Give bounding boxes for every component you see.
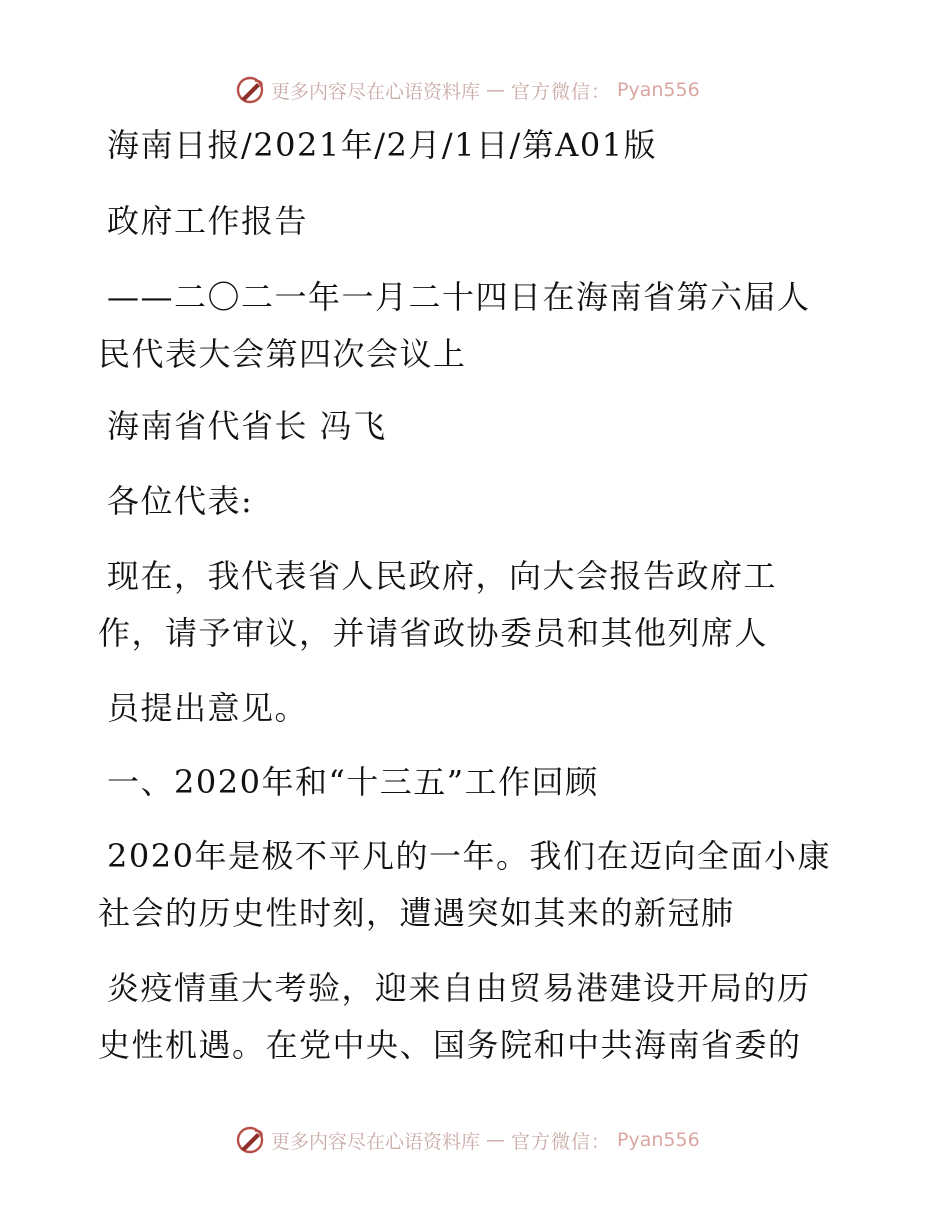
paragraph-line: 作，请予审议，并请省政协委员和其他列席人 <box>98 614 769 652</box>
author-line: 海南省代省长 冯飞 <box>107 407 387 445</box>
paragraph-line: 员提出意见。 <box>107 689 309 727</box>
watermark-wechat-id: Pyan556 <box>617 1129 700 1151</box>
paragraph-line: 炎疫情重大考验，迎来自由贸易港建设开局的历 <box>107 969 811 1007</box>
watermark-header <box>235 72 700 108</box>
paragraph-line: 现在，我代表省人民政府，向大会报告政府工 <box>107 557 778 595</box>
watermark-wechat-label: 官方微信： <box>511 1130 612 1153</box>
subtitle-line: 民代表大会第四次会议上 <box>98 335 467 373</box>
subtitle-line: ——二〇二一年一月二十四日在海南省第六届人 <box>107 278 811 316</box>
paragraph-line: 社会的历史性时刻，遭遇突如其来的新冠肺 <box>98 894 735 932</box>
watermark-text: 更多内容尽在心语资料库 <box>271 1130 481 1153</box>
watermark-dash: — <box>486 79 506 101</box>
watermark-footer <box>235 1122 700 1158</box>
watermark-text: 更多内容尽在心语资料库 <box>271 80 481 103</box>
document-title: 政府工作报告 <box>107 202 309 240</box>
paragraph-line: 史性机遇。在党中央、国务院和中共海南省委的 <box>98 1026 802 1064</box>
salutation: 各位代表: <box>107 482 254 520</box>
quill-pen-logo-icon <box>235 75 265 105</box>
quill-pen-logo-icon <box>235 1125 265 1155</box>
watermark-wechat-label: 官方微信： <box>511 80 612 103</box>
source-line: 海南日报/2021年/2月/1日/第A01版 <box>107 126 658 164</box>
section-heading: 一、2020年和“十三五”工作回顾 <box>107 763 599 801</box>
watermark-dash: — <box>486 1129 506 1151</box>
paragraph-line: 2020年是极不平凡的一年。我们在迈向全面小康 <box>107 837 831 875</box>
watermark-wechat-id: Pyan556 <box>617 79 700 101</box>
